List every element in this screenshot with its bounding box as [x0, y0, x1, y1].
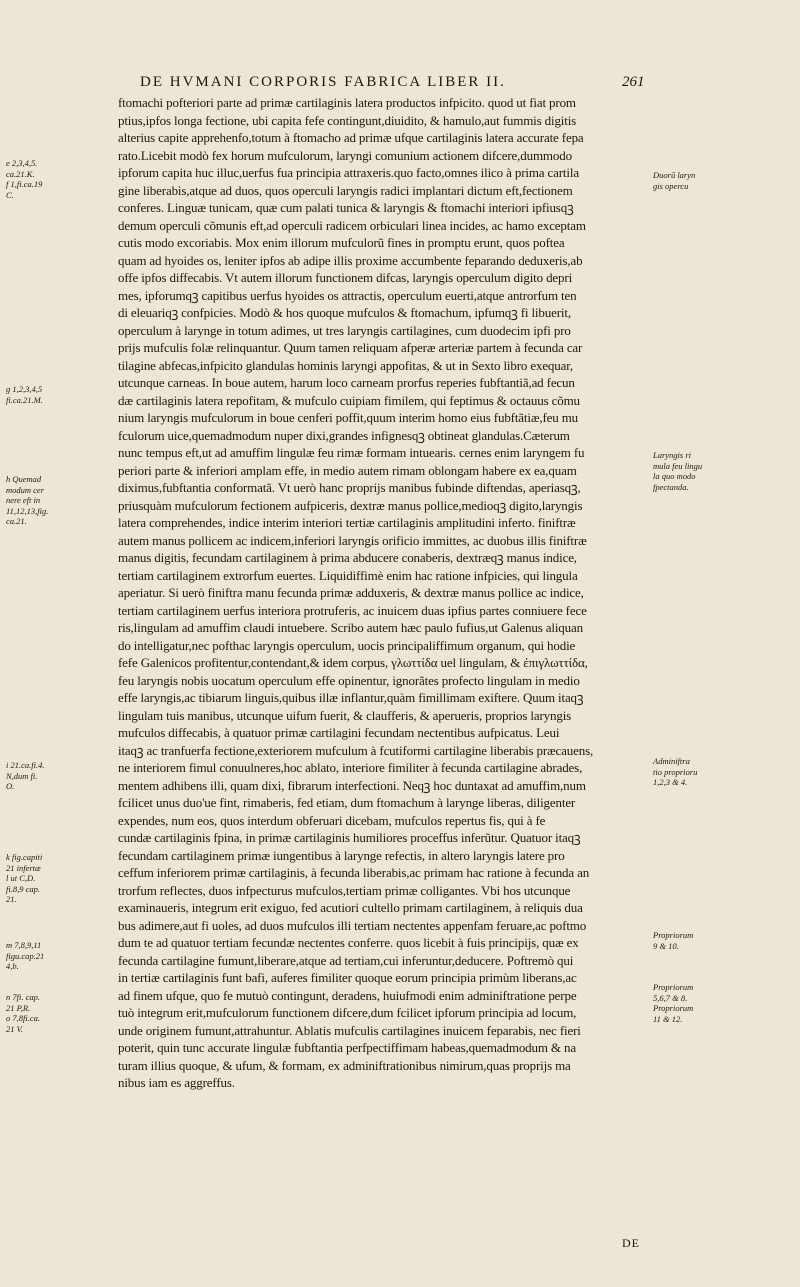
- text-line: unde originem fumunt,attrahuntur. Ablatis mufculis cartilagines inuicem feparabis, nec fieri: [118, 1022, 581, 1038]
- running-head: DE HVMANI CORPORIS FABRICA LIBER II.: [140, 74, 506, 90]
- text-line: demum operculi cõmunis eft,ad operculi radicem orbiculari linea incides, ac hamo exceptam: [118, 217, 586, 233]
- text-line: mentem adhibens illi, quam dixi, fibrarum interfectioni. Neqꝫ hoc duntaxat ad amuffim,num: [118, 777, 586, 793]
- text-line: conferes. Linguæ tunicam, quæ cum palati tunica & laryngis & ftomachi interiori ipfiusqꝫ: [118, 200, 574, 215]
- text-line: periori parte & inferiori amplam effe, in medio autem rimam oblongam habere ex ea,quam: [118, 462, 577, 478]
- text-line: gine liberabis,atque ad duos, quos operculi laryngis radici implantari dictum eft,fectionem: [118, 182, 573, 198]
- text-line: nium laryngis mufculorum in boue cenferi poffit,quum interim homo eius fubftãtiæ,feu mu: [118, 410, 579, 425]
- text-line: feu laryngis nobis uocatum operculum effe opinentur, ignorãtes profecto lingulam in medio: [118, 672, 580, 688]
- text-line: cundæ cartilaginis fpina, in primæ cartilaginis humiliores proceffus inferũtur. Quatuor itaqꝫ: [118, 830, 581, 845]
- text-line: operculum à larynge in totum adimes, ut tres laryngis cartilagines, cum duodecim ipfi pro: [118, 322, 571, 338]
- text-line: tilagine abfecas,infpicito glandulas hominis laryngi appofitas, & ut in Sexto libro exequar,: [118, 357, 574, 373]
- margin-note-left: i 21.ca.fi.4. N,dum fi. O.: [6, 760, 45, 791]
- text-line: latera comprehendes, indice interim interiori tertiæ cartilaginis amplitudini inferto. finiftræ: [118, 515, 576, 530]
- catchword: DE: [622, 1236, 640, 1250]
- text-line: mufculos diffecabis, à quatuor primæ cartilagini fecundam nectentibus aufpicatus. Leui: [118, 725, 560, 740]
- text-line: effe laryngis,ac tibiarum linguis,quibus illæ inflantur,quàm fimillimam exiftere. Quum itaqꝫ: [118, 690, 584, 705]
- folio-number: 261: [622, 74, 645, 90]
- text-line: autem manus pollicem ac indicem,inferiori laryngis orificio immittes, ac duobus illis finiftræ: [118, 532, 587, 548]
- text-line: fcilicet unus duo'ue fint, rimaberis, fed etiam, dum ftomachum à larynge liberas, diligenter: [118, 795, 576, 810]
- text-line: tertiam cartilaginem extrorfum euertes. Liquidiffimè enim hac ratione infpicies, qui lingula: [118, 567, 578, 583]
- text-line: utcunque carneas. In boue autem, harum loco carneam prorfus reperies fubftantiã,ad fecun: [118, 375, 575, 390]
- margin-note-right: Laryngis ri mula feu lingu la quo modo fpectanda.: [653, 450, 703, 492]
- text-line: nibus iam es aggreffus.: [118, 1075, 235, 1090]
- margin-note-right: Propriorum 5,6,7 & 8. Propriorum 11 & 12.: [653, 982, 694, 1024]
- text-line: ptius,ipfos longa fectione, ubi capita fefe contingunt,diuidito, & hamulo,aut fummis digitis: [118, 112, 577, 128]
- margin-note-right: Propriorum 9 & 10.: [653, 930, 694, 951]
- text-line: priusquàm mufculorum fectionem aufpiceris, dextræ manus pollice,medioqꝫ digito,laryngis: [118, 497, 583, 513]
- text-line: fecundam cartilaginem primæ iungentibus à larynge refectis, in altero laryngis latere pro: [118, 847, 565, 863]
- text-line: di eleuariqꝫ confpicies. Modò & hos quoque mufculos & ftomachum, ipfumqꝫ fi libuerit,: [118, 305, 571, 320]
- margin-note-left: k fig.capiti 21 infertæ l ut C,D. fi.8,9 cap. 21.: [6, 852, 43, 904]
- text-line: manus digitis, fecundam cartilaginem à prima abducere conaberis, dextræqꝫ manus indice,: [118, 550, 577, 565]
- margin-note-left: n 7fi. cap. 21 P,R. o 7,8fi.ca. 21 V.: [6, 992, 40, 1034]
- text-line: nunc tempus eft,ut ad amuffim lingulæ feu rimæ formam intuearis. cernes enim laryngem fu: [118, 445, 585, 460]
- text-line: diximus,fubftantia conformatã. Vt uerò hanc proprijs manibus fubinde diftendas, aperiasqꝫ,: [118, 480, 581, 495]
- text-line: rato.Licebit modò fex horum mufculorum, laryngi comunium actionem difcere,dummodo: [118, 147, 572, 163]
- text-line: examinaueris, integrum erit exiguo, fed acutiori cultello primam cartilaginem, à reliquis dua: [118, 900, 583, 915]
- text-line: ris,lingulam ad amuffim claudi intuebere. Scribo autem hæc paulo fufius,ut Galenus aliquan: [118, 620, 583, 635]
- text-line: poterit, quin tunc accurate lingulæ fubftantia perfpectiffimam habeas,quemadmodum & na: [118, 1040, 576, 1055]
- text-line: dæ cartilaginis latera repofitam, & mufculo cuipiam fimilem, qui feptimus & octauus cõmu: [118, 392, 580, 408]
- text-line: alterius capite apprehenfo,totum à ftomacho ad primæ ufque cartilaginis latera accurate fepa: [118, 130, 584, 145]
- text-line: fculorum uice,quemadmodum nuper dixi,grandes infignesqꝫ obtineat glandulas.Cæterum: [118, 427, 570, 443]
- margin-note-left: g 1,2,3,4,5 fi.ca.21.M.: [6, 384, 43, 405]
- text-line: mes, ipforumqꝫ capitibus uerfus hyoides os attractis, operculum euerti,atque antrorfum ten: [118, 287, 577, 303]
- text-line: ne interiorem fimul conuulneres,hoc ablato, interiore fimiliter à fecunda cartilagine abrades,: [118, 760, 583, 775]
- text-line: trorfum reflectes, duos infpecturus mufculos,tertiam primæ colligantes. Vbi hos utcunque: [118, 882, 571, 898]
- text-line: fefe Galenicos profitentur,contendant,& idem corpus, γλωττίδα uel lingulam, & ἐπιγλωττίδα,: [118, 655, 588, 670]
- text-line: aperiatur. Si uerò finiftra manu fecunda primæ adduxeris, & dextræ manus pollice ac indice,: [118, 585, 584, 600]
- text-line: dum te ad quatuor tertiam fecundæ nectentes conferre. quos licebit à fuis principijs, quæ ex: [118, 935, 579, 950]
- margin-note-left: m 7,8,9,11 figu.cap.21 4,b.: [6, 940, 45, 971]
- text-line: offe ipfos diffecabis. Vt autem illorum functionem difcas, laryngis operculum digito depri: [118, 270, 573, 285]
- text-line: ftomachi pofteriori parte ad primæ cartilaginis latera productos infpicito. quod ut fiat prom: [118, 95, 576, 110]
- text-line: ad finem ufque, quo fe mutuò contingunt, deradens, huiufmodi enim adminiftratione perpe: [118, 987, 577, 1003]
- text-line: fecunda cartilagine fumunt,liberare,atque ad tertiam,cui inferuntur,deducere. Poftremò qui: [118, 952, 574, 968]
- margin-note-right: Duorũ laryn gis opercu: [653, 170, 696, 191]
- text-line: itaqꝫ ac tranfuerfa fectione,exteriorem mufculum à fcutiformi cartilagine liberabis præcauens,: [118, 742, 594, 758]
- text-line: turam illius quoque, & ufum, & formam, ex adminiftrationibus nimirum,quas proprijs ma: [118, 1057, 571, 1073]
- margin-note-right: Adminiftra tio proprioru 1,2,3 & 4.: [653, 756, 698, 787]
- text-line: prijs mufculis folæ relinquantur. Quum tamen reliquam afperæ arteriæ partem à fecunda car: [118, 340, 583, 355]
- text-line: bus adimere,aut fi uoles, ad duos mufculos illi tertiam nectentes appenfam feruare,ac poftmo: [118, 917, 587, 933]
- text-line: quam ad hyoides os, leniter ipfos ab adipe illis proxime accumbente feparando deduxeris,ab: [118, 252, 583, 268]
- text-line: lingulam tuis manibus, utcunque uifum fuerit, & claufferis, & aperueris, proprios laryngis: [118, 707, 572, 723]
- margin-note-left: h Quemad modum cer nere eft in 11,12,13,fig. ca.21.: [6, 474, 49, 526]
- text-line: do intelligatur,nec pofthac laryngis operculum, uocis principaliffimum organum, qui hodie: [118, 637, 576, 653]
- text-line: tuò integrum erit,mufculorum functionem difcere,dum fcilicet ipforum principia ad locum,: [118, 1005, 577, 1020]
- text-line: expendes, num eos, quos interdum obferuari dicebam, mufculos repertus fis, qui à fe: [118, 812, 546, 828]
- main-text-block: [118, 94, 648, 1092]
- text-line: in tertiæ cartilaginis funt bafi, auferes fimiliter quoque eorum principia primùm liberans,ac: [118, 970, 577, 985]
- text-line: tertiam cartilaginem uerfus interiora protruferis, ac inuicem duas ipfius partes conniuere fece: [118, 602, 587, 618]
- text-line: cutis modo excoriabis. Mox enim illorum mufculorũ fines in promptu erunt, quos poftea: [118, 235, 565, 250]
- text-line: ceffum inferiorem primæ cartilaginis, à fecunda liberabis,ac primam hac ratione à fecunda an: [118, 865, 590, 880]
- margin-note-left: e 2,3,4,5. ca.21.K. f 1,fi.ca.19 C.: [6, 158, 43, 200]
- text-line: ipforum capita huc illuc,uerfus fua principia attraxeris.quo facto,omnes ilico à prima cartila: [118, 165, 579, 180]
